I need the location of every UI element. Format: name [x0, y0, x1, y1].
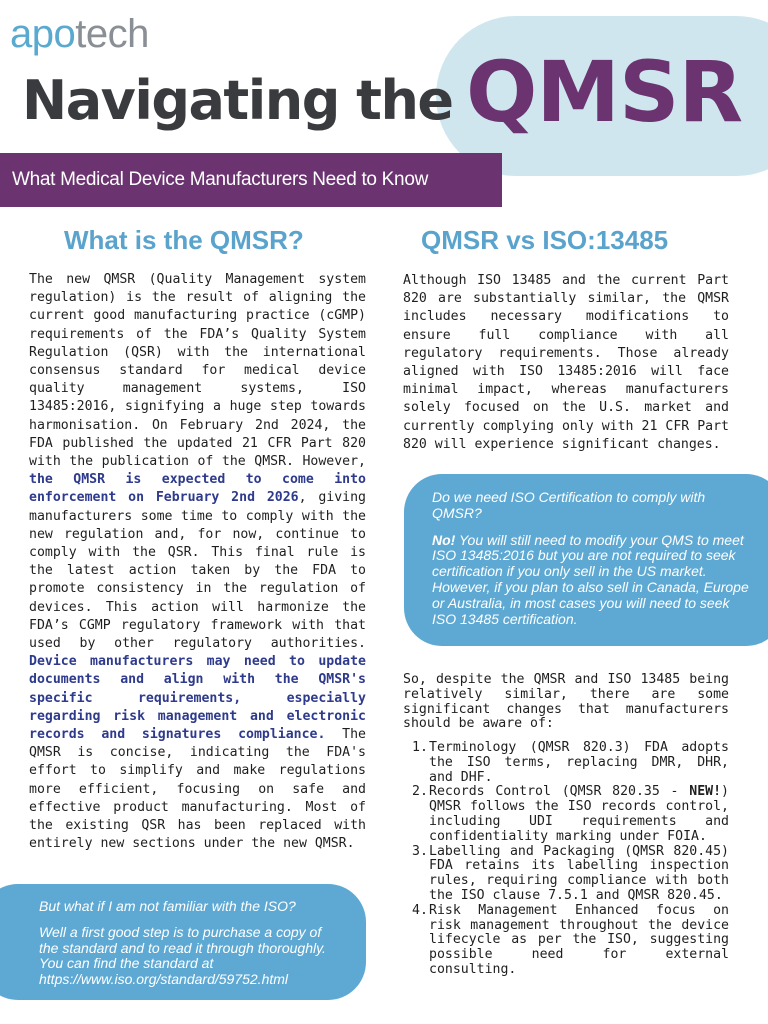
list-item-post: ) QMSR follows the ISO records control, including UDI requirements and confidentiality marking under FOIA.	[429, 784, 729, 844]
changes-intro: So, despite the QMSR and ISO 13485 being relatively similar, there are some significant changes that manufacturers should be aware of:	[403, 672, 729, 732]
header-highlight: QMSR	[466, 43, 743, 141]
header-title: Navigating the	[22, 69, 453, 132]
callout-left-question: But what if I am not familiar with the ISO?	[39, 898, 296, 914]
callout-answer-no: No!	[432, 531, 456, 548]
subtitle-bar	[0, 153, 502, 207]
iso-certification-callout	[404, 474, 768, 646]
left-bold-requirements: Device manufacturers may need to update documents and align with the QMSR's specific requirements, especially regarding risk management and electronic records and signatures compliance.	[29, 654, 366, 743]
new-badge: NEW!	[689, 784, 722, 800]
callout-answer-text: You will still need to modify your QMS to meet ISO 13485:2016 but you are not required to seek certification if you only sell in the US market. However, if you plan to also sell in Canada, Europe or Australia, in most cases you will need to seek ISO 13485 certification.	[432, 531, 749, 627]
list-item	[412, 741, 729, 785]
changes-list	[412, 741, 729, 978]
list-item-text: Terminology (QMSR 820.3) FDA adopts the ISO terms, replacing DMR, DHR, and DHF.	[429, 740, 729, 785]
left-p3: The QMSR is concise, indicating the FDA's effort to simplify and make regulations more efficient, focusing on safe and effective product manufacturing. Most of the existing QSR has been replaced with entirely new sections under the new QMSR.	[29, 727, 366, 852]
callout-answer	[432, 532, 749, 627]
list-number: 3.	[412, 843, 428, 859]
list-item	[412, 785, 729, 844]
list-item	[412, 904, 729, 978]
list-item-text: Labelling and Packaging (QMSR 820.45) FDA retains its labelling inspection rules, requiring compliance with both the ISO clause 7.5.1 and QMSR 820.45.	[429, 843, 729, 903]
apotech-logo	[10, 12, 149, 56]
logo-apo: apo	[10, 12, 76, 56]
list-number: 4.	[412, 902, 428, 918]
iso-familiarity-callout	[0, 884, 366, 1000]
left-bold-enforcement: the QMSR is expected to come into enforcement on February 2nd 2026	[29, 472, 366, 506]
header-subtitle: What Medical Device Manufacturers Need to Know	[12, 169, 429, 190]
logo-tech: tech	[75, 12, 149, 56]
left-p1: The new QMSR (Quality Management system regulation) is the result of aligning the current good manufacturing practice (cGMP) requirements of the FDA’s Quality System Regulation (QSR) with the international consensus standard for medical device quality management systems, ISO 13485:2016, signifying a huge step towards harmonisation. On February 2nd 2024, the FDA published the updated 21 CFR Part 820 with the publication of the QMSR. However,	[29, 272, 366, 470]
list-number: 2.	[412, 784, 428, 800]
right-heading: QMSR vs ISO:13485	[421, 225, 669, 255]
left-p2: , giving manufacturers some time to comply with the new regulation and, for now, continue to comply with the QSR. This final rule is the latest action taken by the FDA to promote consistency in the regulation of devices. This action will harmonize the FDA’s CGMP regulatory framework with that used by other regulatory authorities.	[29, 490, 366, 652]
left-heading: What is the QMSR?	[64, 225, 304, 255]
left-body-text	[29, 271, 366, 854]
callout-question: Do we need ISO Certification to comply with QMSR?	[432, 489, 706, 521]
callout-left-answer: Well a first good step is to purchase a copy of the standard and to read it through thoroughly. You can find the standard at https://www.iso.org/standard/59752.html	[39, 923, 326, 988]
list-number: 1.	[412, 740, 428, 755]
list-item-pre: Records Control (QMSR 820.35 -	[429, 784, 690, 800]
list-item	[412, 845, 729, 904]
list-item-text: Risk Management Enhanced focus on risk management throughout the device lifecycle as per the ISO, suggesting possible need for external consulting.	[429, 902, 729, 977]
right-body-text: Although ISO 13485 and the current Part 820 are substantially similar, the QMSR includes necessary modifications to ensure full compliance with all regulatory requirements. Those already aligned with ISO 13485:2016 will face minimal impact, whereas manufacturers solely focused on the U.S. market and currently complying only with 21 CFR Part 820 will experience significant changes.	[403, 273, 729, 452]
